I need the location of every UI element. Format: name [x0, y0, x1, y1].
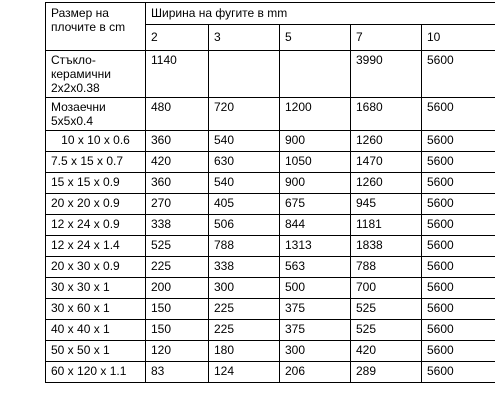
row-label: 20 x 20 x 0.9: [46, 194, 146, 215]
table-row: [46, 362, 495, 383]
table-cell: 420: [351, 341, 422, 362]
table-cell: 5600: [422, 152, 495, 173]
row-label: 15 x 15 x 0.9: [46, 173, 146, 194]
table-cell: 500: [280, 278, 351, 299]
table-cell: 5600: [422, 320, 495, 341]
table-row: [46, 131, 495, 152]
row-label: 10 x 10 x 0.6: [46, 131, 146, 152]
table-cell: 700: [351, 278, 422, 299]
table-cell: 5600: [422, 236, 495, 257]
table-cell: 360: [146, 173, 209, 194]
row-label: 12 x 24 x 0.9: [46, 215, 146, 236]
table-cell: 225: [146, 257, 209, 278]
table-cell: 180: [209, 341, 280, 362]
table-cell: 225: [209, 299, 280, 320]
table-row: [46, 257, 495, 278]
table-cell: 720: [209, 98, 280, 131]
row-label: Стъкло-керамични 2x2x0.38: [46, 51, 146, 98]
table-cell: 338: [146, 215, 209, 236]
table-cell: 420: [146, 152, 209, 173]
table-cell: 1260: [351, 131, 422, 152]
row-label: 40 x 40 x 1: [46, 320, 146, 341]
table-cell: 83: [146, 362, 209, 383]
table-cell: 360: [146, 131, 209, 152]
row-label: 12 x 24 x 1.4: [46, 236, 146, 257]
row-label: 60 x 120 x 1.1: [46, 362, 146, 383]
table-cell: 480: [146, 98, 209, 131]
table-cell: 300: [209, 278, 280, 299]
joint-width-col-2: 2: [146, 25, 209, 51]
table-cell: 1313: [280, 236, 351, 257]
table-cell: 150: [146, 320, 209, 341]
table-row: [46, 98, 495, 131]
table-row: [46, 173, 495, 194]
table-cell: 844: [280, 215, 351, 236]
table-cell: 1050: [280, 152, 351, 173]
table-row: [46, 51, 495, 98]
table-cell: 630: [209, 152, 280, 173]
table-cell: 540: [209, 131, 280, 152]
table-cell: 5600: [422, 341, 495, 362]
table-cell: 5600: [422, 131, 495, 152]
table-cell: 1181: [351, 215, 422, 236]
table-cell: 289: [351, 362, 422, 383]
table-row: [46, 236, 495, 257]
table-cell: 5600: [422, 257, 495, 278]
table-cell: 900: [280, 173, 351, 194]
joint-width-col-7: 7: [351, 25, 422, 51]
table-cell: 525: [351, 320, 422, 341]
row-label: Мозаечни 5x5x0.4: [46, 98, 146, 131]
table-row: [46, 341, 495, 362]
table-cell: 338: [209, 257, 280, 278]
table-cell: 1470: [351, 152, 422, 173]
table-cell: 120: [146, 341, 209, 362]
table-cell: 5600: [422, 278, 495, 299]
table-cell: 1680: [351, 98, 422, 131]
row-label: 7.5 x 15 x 0.7: [46, 152, 146, 173]
table-cell: 563: [280, 257, 351, 278]
table-cell: 675: [280, 194, 351, 215]
table-cell: 5600: [422, 215, 495, 236]
table-cell: 124: [209, 362, 280, 383]
table-cell: 300: [280, 341, 351, 362]
joint-width-col-10: 10: [422, 25, 495, 51]
table-header-row: [46, 3, 495, 25]
table-cell: 3990: [351, 51, 422, 98]
row-label: 30 x 30 x 1: [46, 278, 146, 299]
table-cell: 1200: [280, 98, 351, 131]
table-cell: 525: [351, 299, 422, 320]
table-cell: 5600: [422, 98, 495, 131]
tile-size-header: Размер на плочите в cm: [46, 3, 146, 51]
table-cell: 150: [146, 299, 209, 320]
table-cell: [280, 51, 351, 98]
joint-width-header: Ширина на фугите в mm: [146, 3, 495, 25]
row-label: 30 x 60 x 1: [46, 299, 146, 320]
table-row: [46, 278, 495, 299]
joint-width-col-3: 3: [209, 25, 280, 51]
table-cell: 540: [209, 173, 280, 194]
tile-joint-table: [45, 2, 495, 383]
table-row: [46, 320, 495, 341]
table-cell: 200: [146, 278, 209, 299]
table-cell: 5600: [422, 51, 495, 98]
table-cell: 788: [209, 236, 280, 257]
table-cell: 405: [209, 194, 280, 215]
table-row: [46, 215, 495, 236]
table-cell: [209, 51, 280, 98]
table-row: [46, 152, 495, 173]
table-cell: 206: [280, 362, 351, 383]
row-label: 50 x 50 x 1: [46, 341, 146, 362]
table-cell: 900: [280, 131, 351, 152]
table-cell: 5600: [422, 299, 495, 320]
table-cell: 1260: [351, 173, 422, 194]
table-cell: 5600: [422, 362, 495, 383]
table-cell: 525: [146, 236, 209, 257]
table-cell: 1838: [351, 236, 422, 257]
table-cell: 1140: [146, 51, 209, 98]
table-cell: 375: [280, 299, 351, 320]
table-cell: 375: [280, 320, 351, 341]
table-cell: 5600: [422, 194, 495, 215]
table-cell: 506: [209, 215, 280, 236]
table-cell: 270: [146, 194, 209, 215]
joint-width-col-5: 5: [280, 25, 351, 51]
table-cell: 945: [351, 194, 422, 215]
table-row: [46, 299, 495, 320]
table-cell: 5600: [422, 173, 495, 194]
table-cell: 788: [351, 257, 422, 278]
table-cell: 225: [209, 320, 280, 341]
row-label: 20 x 30 x 0.9: [46, 257, 146, 278]
table-row: [46, 194, 495, 215]
